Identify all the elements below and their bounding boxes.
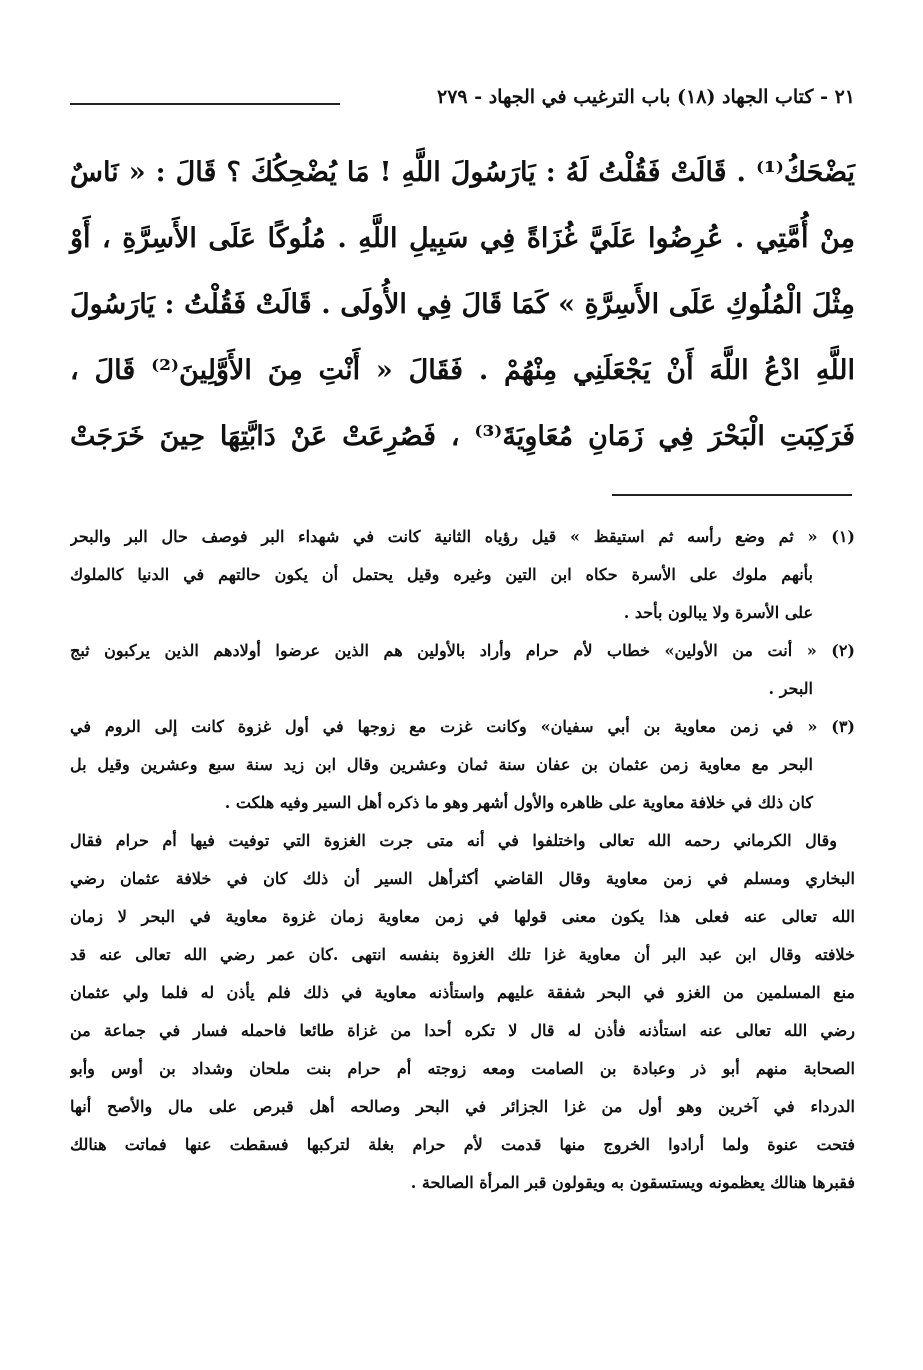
footnote-divider xyxy=(612,494,852,496)
footnotes xyxy=(70,518,855,1202)
footnote-line: كان ذلك في خلافة معاوية على ظاهره والأول أشهر وهو ما ذكره أهل السير وفيه هلكت . xyxy=(224,793,813,812)
footnote-line: الله تعالى عنه فعلى هذا يكون معنى قولها في زمن معاوية زمان غزوة معاوية في البحر لا زمان xyxy=(70,907,855,926)
footnote-line: الصحابة منهم أبو ذر وعبادة بن الصامت ومعه زوجته أم حرام بنت ملحان وشداد بن أوس وأبو xyxy=(70,1059,855,1078)
header-rule xyxy=(70,103,340,105)
footnote-line: (٢) « أنت من الأولين» خطاب لأم حرام وأراد بالأولين هم الذين عرضوا أولادهم الذين يركبون ثبج xyxy=(70,641,855,660)
running-header xyxy=(70,80,855,120)
main-text-line: اللَّهِ ادْعُ اللَّهَ أَنْ يَجْعَلَنِي مِنْهُمْ . فَقَالَ « أَنْتِ مِنَ الأَوَّلِينَ⁽²⁾ قَالَ ، xyxy=(70,355,855,386)
footnote-line: بأنهم ملوك على الأسرة حكاه ابن التين وغيره وقيل يحتمل أن يكون حالتهم في الدنيا كالملوك xyxy=(70,565,813,584)
main-text-line: مِنْ أُمَّتِي . عُرِضُوا عَلَيَّ غُزَاةً فِي سَبِيلِ اللَّهِ . مُلُوكًا عَلَى الأَسِرَّةِ ، أَوْ xyxy=(70,223,855,254)
main-text-line: يَضْحَكُ⁽¹⁾ . قَالَتْ فَقُلْتُ لَهُ : يَارَسُولَ اللَّهِ ! مَا يُضْحِكُكَ ؟ قَالَ : « نَاسٌ xyxy=(70,157,855,188)
footnote-line: رضي الله تعالى عنه استأذنه فأذن له قال لا تكره أحدا من غزاة طائعا فاحمله فسار في جماعة من xyxy=(70,1021,855,1040)
footnote-line: خلافته وقال ابن عبد البر أن معاوية غزا تلك الغزوة بنفسه انتهى .كان عمر رضي الله تعالى عنه قد xyxy=(70,945,855,964)
footnote-line: وقال الكرماني رحمه الله تعالى واختلفوا في أنه متى جرت الغزوة التي توفيت فيها أم حرام فقال xyxy=(70,831,837,850)
main-text-line: مِثْلَ الْمُلُوكِ عَلَى الأَسِرَّةِ » كَمَا قَالَ فِي الأُولَى . قَالَتْ فَقُلْتُ : يَارَسُولَ xyxy=(70,289,855,320)
footnote-line: الدرداء في آخرين وهو أول من غزا الجزائر في البحر وصالحه أهل قبرص على مال والأصح أنها xyxy=(70,1097,855,1116)
footnote-line: منع المسلمين من الغزو في البحر شفقة عليهم واستأذنه معاوية في ذلك فلم يأذن له فلما ولي عثمان xyxy=(70,983,855,1002)
header-title: ٢١ - كتاب الجهاد (١٨) باب الترغيب في الجهاد - ٢٧٩ xyxy=(436,86,855,108)
main-text-line: فَرَكِبَتِ الْبَحْرَ فِي زَمَانِ مُعَاوِيَةَ⁽³⁾ ، فَصُرِعَتْ عَنْ دَابَّتِهَا حِينَ خَرَجَتْ xyxy=(70,421,856,452)
footnote-line: (٣) « في زمن معاوية بن أبي سفيان» وكانت غزت مع زوجها في أول غزوة كانت إلى الروم في xyxy=(70,717,855,736)
footnote-line: فتحت عنوة ولما أرادوا الخروج منها قدمت لأم حرام بغلة لتركبها فسقطت عنها فماتت هنالك xyxy=(70,1135,855,1154)
footnote-line: البحر . xyxy=(768,679,813,698)
footnote-line: (١) « ثم وضع رأسه ثم استيقظ » قيل رؤياه الثانية كانت في شهداء البر فوصف حال البر والبحر xyxy=(70,527,855,546)
footnote-line: فقبرها هنالك يعظمونه ويستسقون به ويقولون قبر المرأة الصالحة . xyxy=(410,1173,855,1192)
footnote-line: البخاري ومسلم في زمن معاوية وقال القاضي أكثرأهل السير أن ذلك كان في خلافة عثمان رضي xyxy=(70,869,855,888)
footnote-line: على الأسرة ولا يبالون بأحد . xyxy=(623,603,813,622)
main-text xyxy=(70,140,855,470)
footnote-line: البحر مع معاوية زمن عثمان بن عفان سنة ثمان وعشرين وقال ابن زيد سنة سبع وعشرين وقيل بل xyxy=(70,755,813,774)
